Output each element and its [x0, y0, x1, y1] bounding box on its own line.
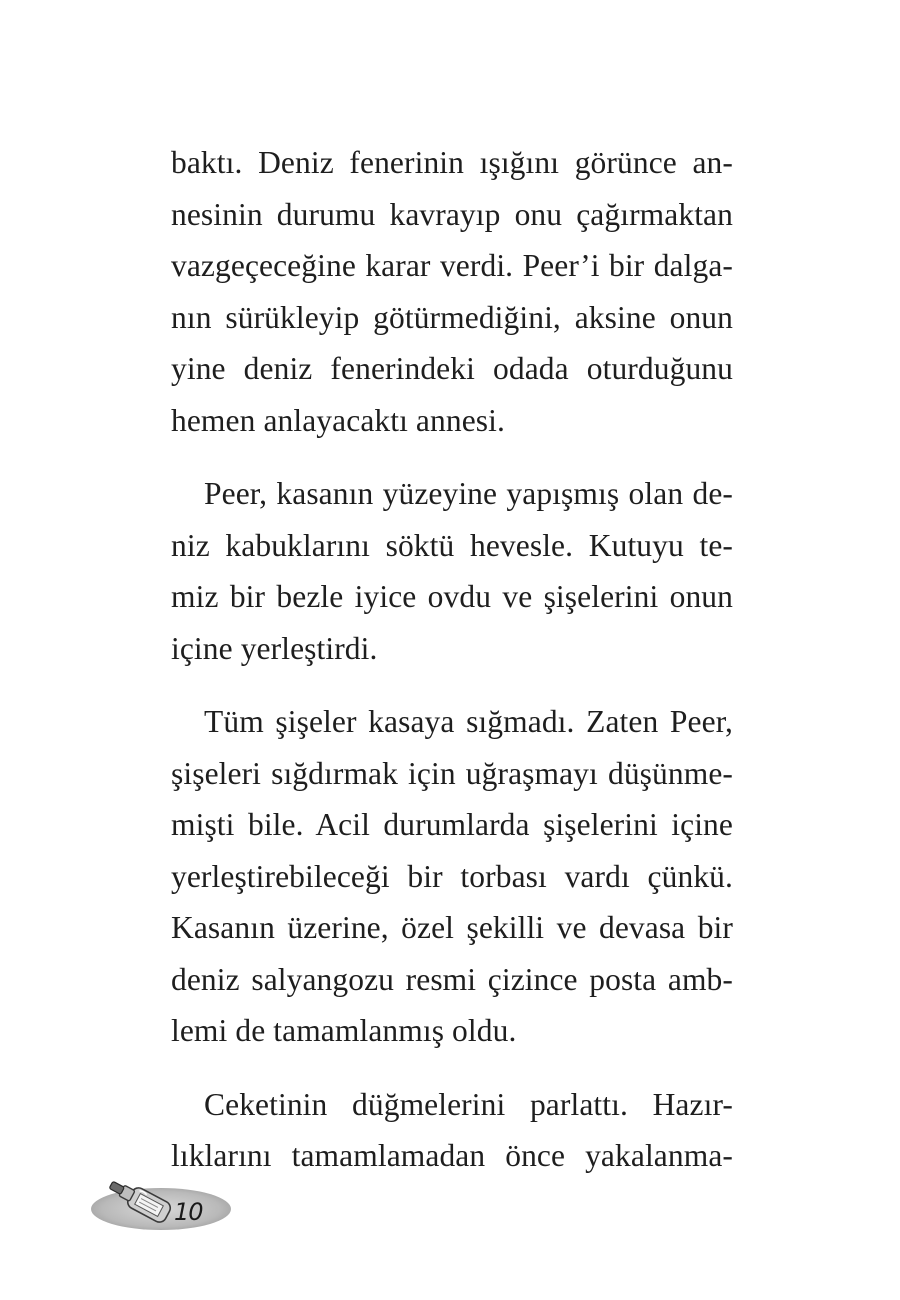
text-line: Peer, kasanın yüzeyine yapışmış olan de-: [204, 476, 733, 511]
paragraph: [171, 1079, 733, 1182]
text-line: yerleştirebileceği bir torbası vardı çünkü.: [171, 858, 733, 894]
text-line: miz bir bezle iyice ovdu ve şişelerini onun: [171, 579, 733, 614]
page-body: [171, 137, 733, 1182]
text-line: nın sürükleyip götürmediğini, aksine onun: [171, 299, 733, 335]
text-line: mişti bile. Acil durumlarda şişelerini içine: [171, 807, 733, 842]
text-line: içine yerleştirdi.: [171, 630, 378, 666]
text-line: yine deniz fenerindeki odada oturduğunu: [171, 351, 733, 386]
text-line: vazgeçeceğine karar verdi. Peer’i bir dalga-: [171, 248, 733, 283]
paragraph: [171, 468, 733, 674]
paragraph: [171, 137, 733, 446]
page-footer: [90, 1178, 250, 1248]
text-line: niz kabuklarını söktü hevesle. Kutuyu te-: [171, 527, 733, 563]
text-line: hemen anlayacaktı annesi.: [171, 402, 505, 438]
text-line: Ceketinin düğmelerini parlattı. Hazır-: [204, 1086, 733, 1122]
text-line: Kasanın üzerine, özel şekilli ve devasa bir: [171, 910, 733, 945]
message-bottle-icon: [98, 1178, 184, 1228]
text-line: Tüm şişeler kasaya sığmadı. Zaten Peer,: [204, 704, 733, 739]
text-line: lıklarını tamamlamadan önce yakalanma-: [171, 1138, 733, 1173]
text-line: şişeleri sığdırmak için uğraşmayı düşünme-: [171, 755, 733, 791]
text-line: deniz salyangozu resmi çizince posta amb-: [171, 961, 733, 997]
page-number: 10: [174, 1198, 203, 1226]
text-line: nesinin durumu kavrayıp onu çağırmaktan: [171, 196, 733, 232]
paragraph: [171, 696, 733, 1057]
text-line: lemi de tamamlanmış oldu.: [171, 1013, 517, 1048]
text-line: baktı. Deniz fenerinin ışığını görünce an-: [171, 145, 733, 180]
